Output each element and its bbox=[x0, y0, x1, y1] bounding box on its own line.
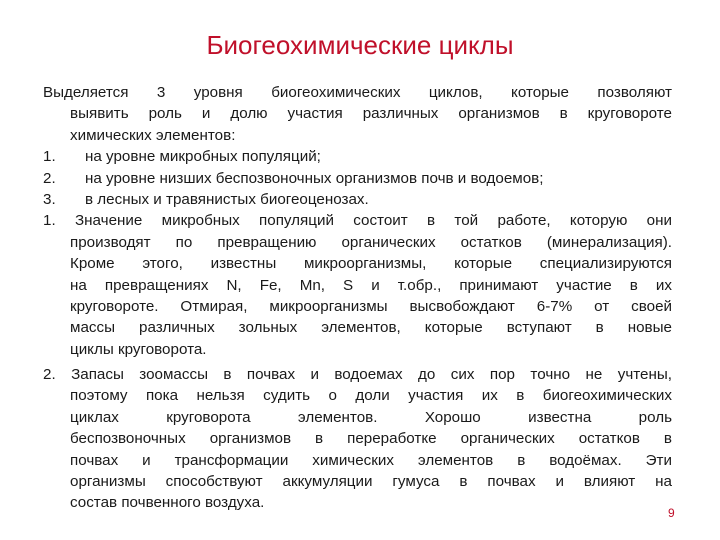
paragraph-2-line: организмы способствуют аккумуляции гумуса в почвах и влияют на bbox=[70, 473, 672, 491]
paragraph-1-line: циклы круговорота. bbox=[70, 340, 207, 358]
paragraph-2-line: циклах круговорота элементов. Хорошо известна роль bbox=[70, 408, 672, 426]
paragraph-1-line: 1. Значение микробных популяций состоит в той работе, которую они bbox=[43, 212, 672, 230]
paragraph-2-line: поэтому пока нельзя судить о доли участия их в биогеохимических bbox=[70, 387, 672, 405]
level-number: 1. bbox=[43, 148, 56, 166]
intro-line: химических элементов: bbox=[70, 126, 236, 144]
slide-title: Биогеохимические циклы bbox=[206, 30, 514, 60]
level-number: 2. bbox=[43, 169, 56, 187]
intro-line: Выделяется 3 уровня биогеохимических циклов, которые позволяют bbox=[43, 84, 672, 101]
level-text: в лесных и травянистых биогеоценозах. bbox=[85, 190, 369, 208]
level-text: на уровне микробных популяций; bbox=[85, 148, 321, 166]
level-text: на уровне низших беспозвоночных организмов почв и водоемов; bbox=[85, 169, 544, 187]
paragraph-1-line: массы различных зольных элементов, которые вступают в новые bbox=[70, 319, 672, 337]
paragraph-2-line: состав почвенного воздуха. bbox=[70, 494, 265, 512]
paragraph-2-line: почвах и трансформации химических элементов в водоёмах. Эти bbox=[70, 451, 672, 469]
level-item bbox=[43, 146, 672, 167]
slide-body bbox=[43, 82, 672, 514]
paragraph-1-line: Кроме этого, известны микроорганизмы, которые специализируются bbox=[70, 255, 672, 273]
level-item bbox=[43, 168, 672, 189]
paragraph-1-line: на превращениях N, Fe, Mn, S и т.обр., принимают участие в их bbox=[70, 276, 672, 294]
level-number: 3. bbox=[43, 190, 56, 208]
intro-line: выявить роль и долю участия различных организмов в круговороте bbox=[70, 105, 672, 123]
paragraph-1-line: круговороте. Отмирая, микроорганизмы высвобождают 6-7% от своей bbox=[70, 297, 672, 315]
page-number: 9 bbox=[668, 506, 675, 520]
paragraph-2-line: беспозвоночных организмов в переработке органических остатков в bbox=[70, 430, 672, 448]
level-item bbox=[43, 189, 672, 210]
paragraph-2-line: 2. Запасы зоомассы в почвах и водоемах до сих пор точно не учтены, bbox=[43, 366, 672, 384]
paragraph-1-line: производят по превращению органических остатков (минерализация). bbox=[70, 233, 672, 251]
